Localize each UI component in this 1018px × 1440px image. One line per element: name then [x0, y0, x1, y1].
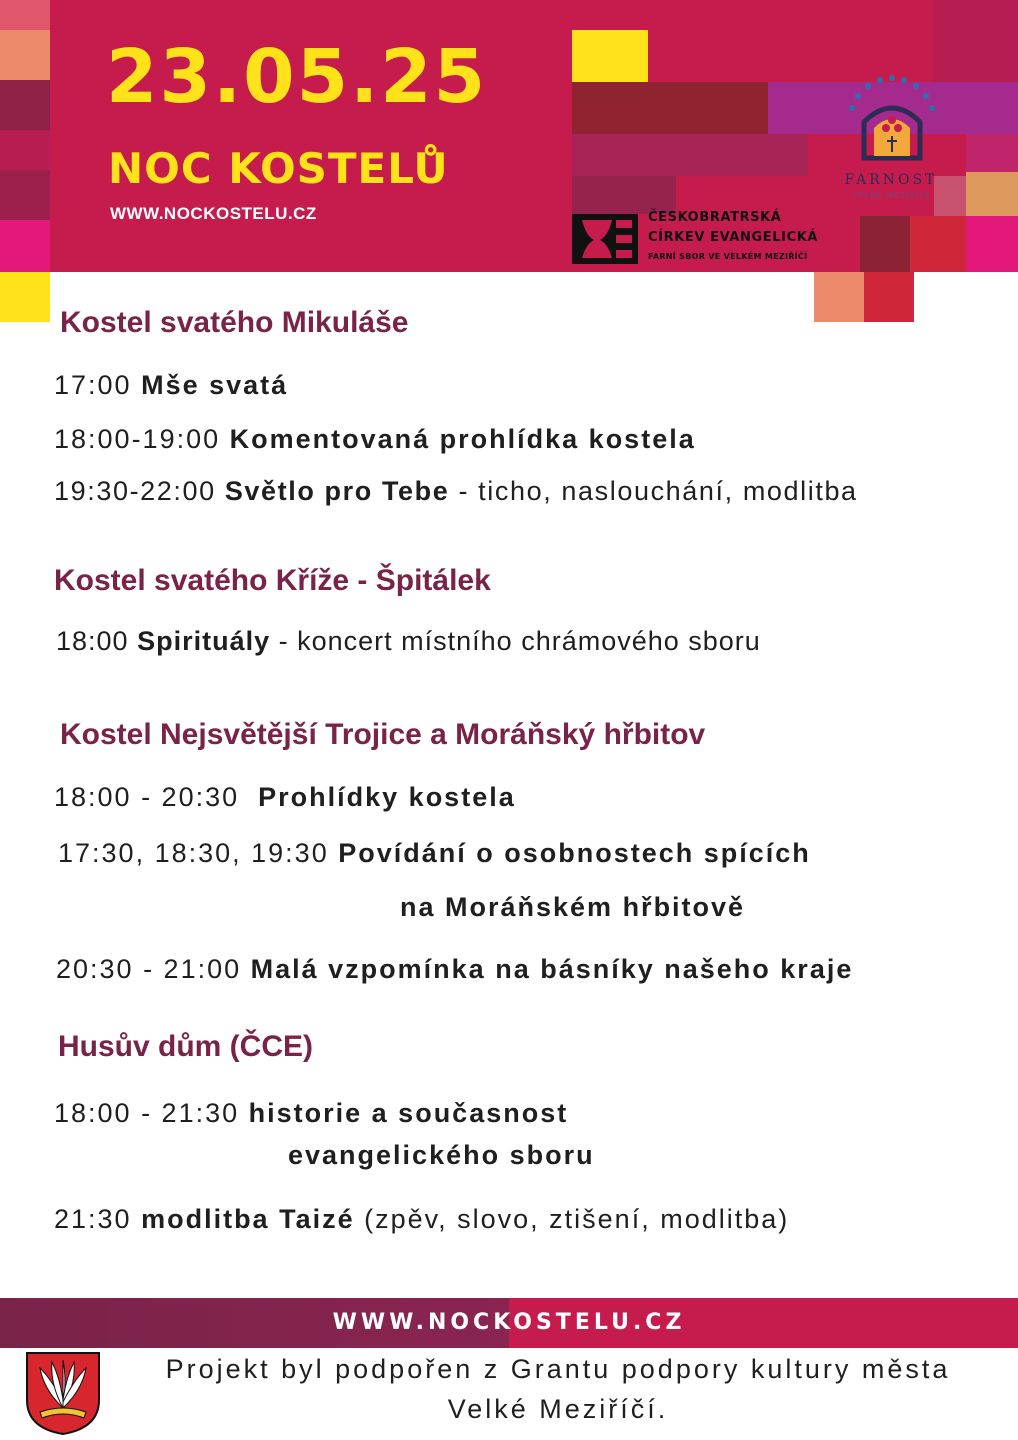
grant-note-line2: Velké Meziříčí.	[447, 1394, 669, 1424]
deco-block	[0, 0, 50, 30]
item-title: Spirituály	[137, 626, 271, 656]
event-title: NOC KOSTELŮ	[108, 144, 449, 193]
schedule-item	[54, 424, 696, 455]
item-title: Malá vzpomínka na básníky našeho kraje	[250, 954, 854, 984]
event-date: 23.05.25	[106, 34, 488, 120]
cce-name-line3: FARNÍ SBOR VE VELKÉM MEZIŘÍČÍ	[648, 252, 808, 261]
deco-block	[0, 272, 50, 322]
farnost-sublabel: VELKÉ MEZIŘÍČÍ	[852, 192, 930, 200]
item-time: 21:30	[54, 1204, 142, 1234]
deco-block	[0, 80, 50, 130]
schedule-item-continued	[400, 892, 745, 923]
schedule-item	[56, 954, 853, 985]
deco-block	[572, 82, 768, 134]
deco-block	[0, 30, 50, 80]
schedule-item	[54, 1204, 789, 1235]
schedule-item	[58, 838, 811, 869]
item-time: 20:30 - 21:00	[56, 954, 251, 984]
item-time: 18:00 - 20:30	[54, 782, 259, 812]
item-title: Povídání o osobnostech spících	[338, 838, 811, 868]
deco-block	[0, 130, 50, 170]
header-banner	[0, 0, 1018, 272]
item-time: 18:00 - 21:30	[54, 1098, 249, 1128]
item-title: Světlo pro Tebe	[224, 476, 450, 506]
item-time: 18:00	[56, 626, 138, 656]
deco-block	[572, 176, 676, 214]
item-title: evangelického sboru	[288, 1140, 595, 1170]
schedule-item	[54, 1098, 568, 1129]
item-note: (zpěv, slovo, ztišení, modlitba)	[354, 1204, 790, 1234]
schedule-item	[54, 370, 288, 401]
item-note: - koncert místního chrámového sboru	[270, 626, 761, 656]
deco-block	[860, 216, 910, 272]
schedule-item-continued	[288, 1140, 595, 1171]
schedule-item	[54, 476, 858, 507]
schedule-item	[56, 626, 761, 657]
farnost-label: FARNOST	[844, 172, 938, 188]
deco-block	[966, 172, 1018, 216]
chalice-icon	[572, 214, 638, 264]
deco-block	[814, 272, 864, 322]
item-time: 19:30-22:00	[54, 476, 225, 506]
section-heading: Kostel svatého Kříže - Špitálek	[54, 564, 491, 597]
item-title: na Moráňském hřbitově	[400, 892, 746, 922]
item-title: historie a současnost	[248, 1098, 569, 1128]
cce-name-line2: CÍRKEV EVANGELICKÁ	[648, 230, 819, 245]
deco-block	[966, 134, 1018, 176]
deco-block	[966, 216, 1018, 272]
header-url[interactable]: WWW.NOCKOSTELU.CZ	[110, 204, 317, 223]
item-time: 17:00	[54, 370, 142, 400]
item-note: - ticho, naslouchání, modlitba	[449, 476, 858, 506]
section-heading: Husův dům (ČCE)	[58, 1030, 313, 1063]
deco-block	[0, 170, 50, 220]
footer-url[interactable]: WWW.NOCKOSTELU.CZ	[332, 1310, 686, 1335]
deco-block	[0, 220, 50, 272]
item-title: modlitba Taizé	[141, 1204, 355, 1234]
deco-block	[910, 216, 966, 272]
section-heading: Kostel Nejsvětější Trojice a Moráňský hřbitov	[60, 718, 706, 751]
deco-block	[934, 0, 1018, 82]
deco-block	[572, 134, 808, 176]
item-time: 18:00-19:00	[54, 424, 230, 454]
section-heading: Kostel svatého Mikuláše	[60, 306, 409, 339]
town-coat-of-arms-icon	[24, 1350, 102, 1436]
item-time: 17:30, 18:30, 19:30	[58, 838, 339, 868]
cce-name-line1: ČESKOBRATRSKÁ	[648, 210, 782, 225]
deco-block	[572, 30, 648, 82]
deco-block	[864, 272, 914, 322]
item-title: Mše svatá	[141, 370, 289, 400]
schedule-item	[54, 782, 516, 813]
grant-note-line1: Projekt byl podpořen z Grantu podpory kultury města	[165, 1354, 951, 1384]
item-title: Prohlídky kostela	[258, 782, 516, 812]
item-title: Komentovaná prohlídka kostela	[229, 424, 696, 454]
